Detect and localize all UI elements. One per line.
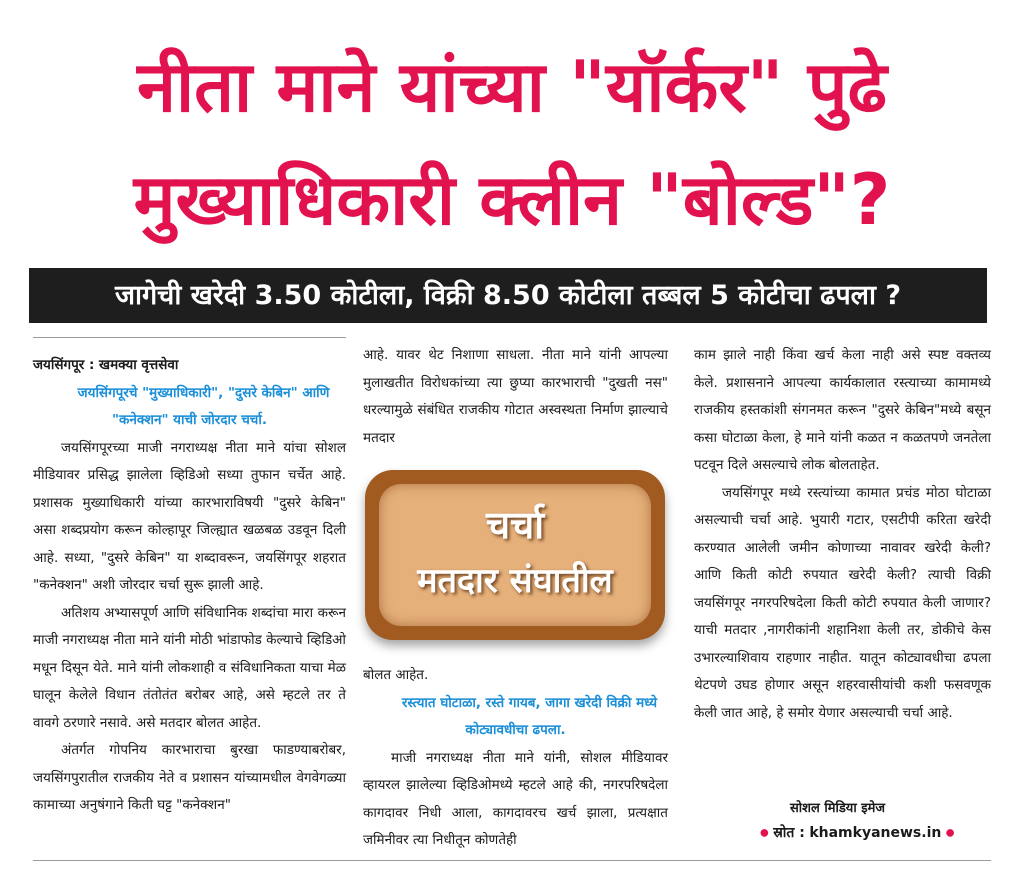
headline-line-2: मुख्याधिकारी क्लीन "बोल्ड"?	[133, 159, 891, 241]
column-2	[363, 342, 668, 452]
column-1-paragraph: अतिशय अभ्यासपूर्ण आणि संविधानिक शब्दांचा मारा करून माजी नगराध्यक्ष नीता माने यांनी मोठी भांडाफोड केल्याचे व्हिडिओ मधून दिसून येते. माने यांनी लोकशाही व संविधानिकता याचा मेळ घालून केलेले विधान तंतोतंत बरोबर आहे, असे म्हटले तर ते वावगे ठरणारे नसावे. असे मतदार बोलत आहेत.	[33, 604, 346, 731]
column-2-highlight: रस्त्यात घोटाळा, रस्ते गायब, जागा खरेदी विक्री मध्ये कोट्यावधीचा ढपला.	[401, 694, 658, 738]
discussion-sign-image	[365, 470, 665, 640]
column-2-continued	[363, 662, 668, 855]
column-1-highlight: जयसिंगपूरचे "मुख्याधिकारी", "दुसरे केबिन" आणि "कनेक्शन" याची जोरदार चर्चा.	[77, 384, 330, 428]
sign-subtitle: मतदार संघातील	[417, 561, 613, 601]
source-site-link[interactable]: khamkyanews.in	[809, 825, 942, 841]
bullet-dot-icon: ●	[760, 827, 769, 839]
column-2-top-paragraph: आहे. यावर थेट निशाणा साधला. नीता माने यांनी आपल्या मुलाखतीत विरोधकांच्या त्या छुप्या कारभाराची "दुखती नस" धरल्यामुळे संबंधित राजकीय गोटात अस्वस्थता निर्माण झाल्याचे मतदार	[363, 347, 668, 446]
column-3-paragraph: काम झाले नाही किंवा खर्च केला नाही असे स्पष्ट वक्तव्य केले. प्रशासनाने आपल्या कार्यकालात रस्त्याच्या कामामध्ये राजकीय हस्तकांशी संगनमत करून "दुसरे केबिन"मध्ये बसून कसा घोटाळा केला, हे माने यांनी कळत न कळतपणे जनतेला पटवून दिले असल्याचे लोक बोलताहेत.	[694, 347, 991, 473]
column-1-paragraph: अंतर्गत गोपनिय कारभाराचा बुरखा फाडण्याबरोबर, जयसिंगपुरातील राजकीय नेते व प्रशासन यांच्यामधील वेगवेगळ्या कामाच्या अनुषंगाने किती घट्ट "कनेक्शन"	[33, 742, 346, 813]
sign-title: चर्चा	[485, 503, 545, 547]
column-2-paragraph: माजी नगराध्यक्ष नीता माने यांनी, सोशल मीडियावर व्हायरल झालेल्या व्हिडिओमध्ये म्हटले आहे की, नगरपरिषदेला कागदावर निधी आला, कागदावरच खर्च झाला, प्रत्यक्षात जमिनीवर त्या निधीतून कोणतेही	[363, 749, 668, 848]
column-3-paragraph: जयसिंगपूर मध्ये रस्त्यांच्या कामात प्रचंड मोठा घोटाळा असल्याची चर्चा आहे. भुयारी गटार, एसटीपी करिता खरेदी करण्यात आलेली जमीन कोणाच्या नावावर खरेदी केली? आणि किती कोटी रुपयात खरेदी केली? त्याची विक्री जयसिंगपूर नगरपरिषदेला किती कोटी रुपयात केली जाणार? याची मतदार ,नागरीकांनी शहानिशा केली तर, डोकीचे केस उभारल्याशिवाय राहणार नाहीत. यातून कोट्यावधीचा ढपला थेटपणे उघड होणार असून शहरवासीयांची कशी फसवणूक केली जात आहे, हे समोर येणार असल्याची चर्चा आहे.	[694, 484, 991, 721]
image-credit: सोशल मिडिया इमेज	[790, 801, 886, 816]
headline-line-1: नीता माने यांच्या "यॉर्कर" पुढे	[137, 46, 887, 128]
bottom-rule	[33, 860, 991, 861]
column-2-after-sign: बोलत आहेत.	[363, 667, 429, 683]
column-1	[33, 352, 346, 820]
column-1-top-rule	[33, 337, 346, 338]
source-label: स्रोत :	[773, 825, 805, 841]
sign-panel	[379, 484, 651, 626]
subheadline-band: जागेची खरेदी 3.50 कोटीला, विक्री 8.50 कोटीला तब्बल 5 कोटीचा ढपला ?	[29, 268, 987, 323]
source-line	[760, 823, 955, 842]
bullet-dot-icon: ●	[945, 827, 955, 839]
column-1-paragraph: जयसिंगपूरच्या माजी नगराध्यक्ष नीता माने यांचा सोशल मीडियावर प्रसिद्ध झालेला व्हिडिओ सध्या तुफान चर्चेत आहे. प्रशासक मुख्याधिकारी यांच्या कारभाराविषयी "दुसरे केबिन" असा शब्दप्रयोग करून कोल्हापूर जिल्ह्यात खळबळ उडवून दिली आहे. सध्या, "दुसरे केबिन" या शब्दावरून, जयसिंगपूर शहरात "कनेक्शन" अशी जोरदार चर्चा सुरू झाली आहे.	[33, 439, 346, 593]
byline: जयसिंगपूर : खमक्या वृत्तसेवा	[33, 357, 179, 373]
column-3	[694, 342, 991, 727]
